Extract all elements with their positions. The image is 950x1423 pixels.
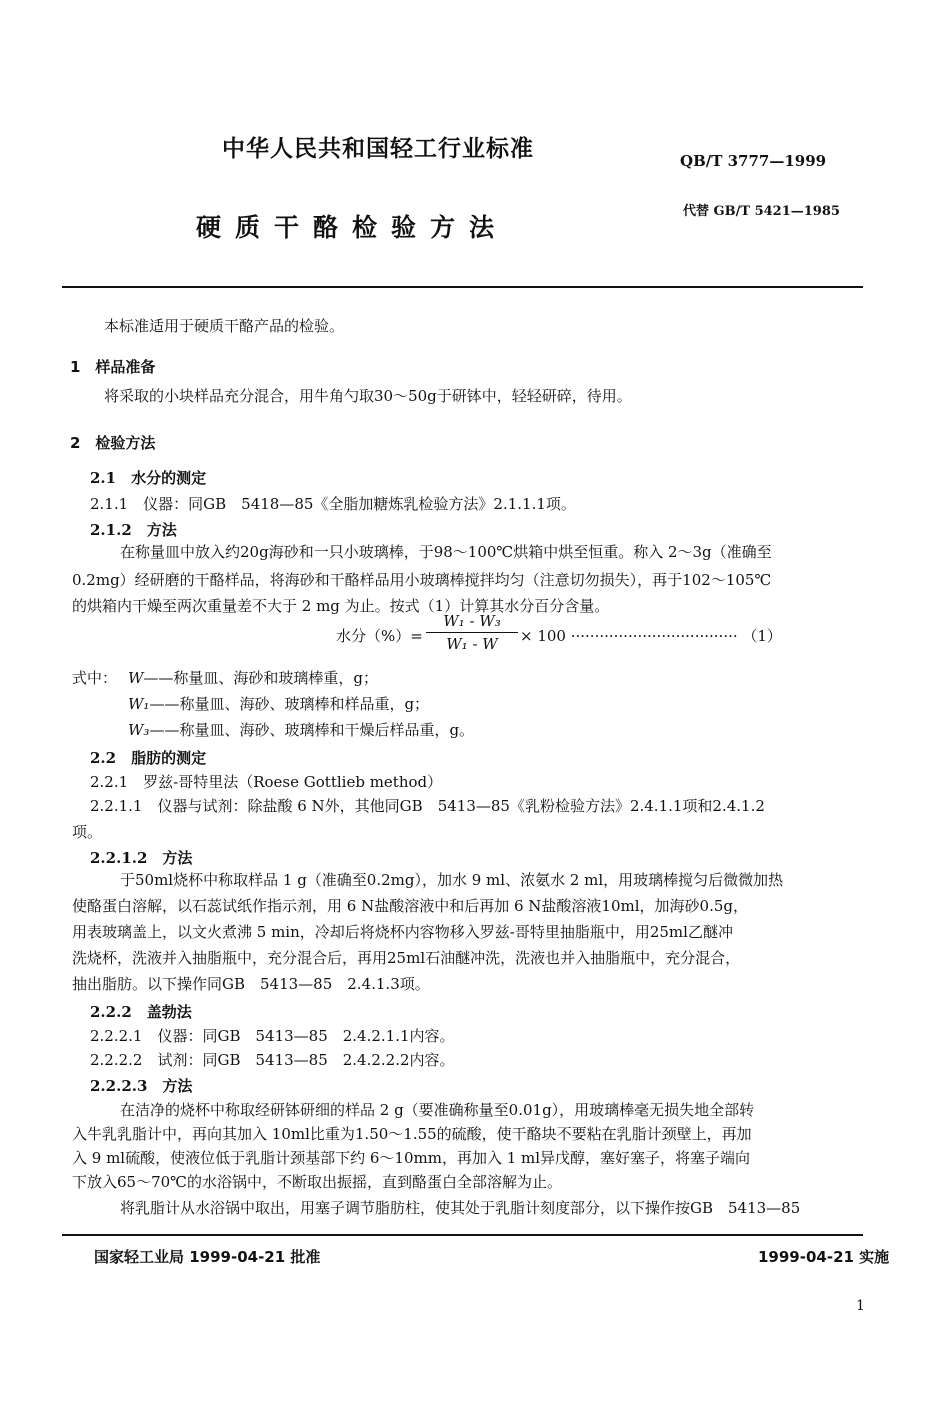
variable-row <box>128 668 378 688</box>
where-label: 式中： <box>72 669 118 687</box>
section-2-2-1-2-line: 于50ml烧杯中称取样品 1 g（准确至0.2mg），加水 9 ml、浓氨水 2 ml，用玻璃棒搅匀后微微加热 <box>120 871 784 889</box>
variable-desc: ——称量皿、海砂、玻璃棒和样品重，g； <box>149 695 430 713</box>
section-1-heading: 1 样品准备 <box>70 358 156 376</box>
section-2-2-1-2-line: 使酪蛋白溶解，以石蕊试纸作指示剂，用 6 N盐酸溶液中和后再加 6 N盐酸溶液10ml，加海砂0.5g， <box>72 897 748 915</box>
variable-symbol: W₁ <box>128 695 150 713</box>
issuing-org: 中华人民共和国轻工行业标准 <box>222 136 534 162</box>
section-2-2-1-2-heading: 2.2.1.2 方法 <box>90 849 193 867</box>
formula-numerator: W₁ - W₃ <box>426 612 518 633</box>
section-2-1-1: 2.1.1 仪器：同GB 5418—85《全脂加糖炼乳检验方法》2.1.1.1项。 <box>90 495 576 513</box>
section-2-heading: 2 检验方法 <box>70 434 156 452</box>
section-2-2-1-2-line: 用表玻璃盖上，以文火煮沸 5 min，冷却后将烧杯内容物移入罗兹-哥特里抽脂瓶中，用25ml乙醚冲 <box>72 923 733 941</box>
document-title: 硬质干酪检验方法 <box>196 213 509 242</box>
section-2-2-2-1: 2.2.2.1 仪器：同GB 5413—85 2.4.2.1.1内容。 <box>90 1027 455 1045</box>
section-2-2-1-1-line: 2.2.1.1 仪器与试剂：除盐酸 6 N外，其他同GB 5413—85《乳粉检验方法》2.4.1.1项和2.4.1.2 <box>90 797 765 815</box>
section-2-2-heading: 2.2 脂肪的测定 <box>90 749 207 767</box>
variable-row <box>128 694 429 714</box>
section-2-1-2-heading: 2.1.2 方法 <box>90 521 177 539</box>
variable-symbol: W <box>128 669 144 687</box>
section-2-2-1-2-line: 洗烧杯，洗液并入抽脂瓶中，充分混合后，再用25ml石油醚冲洗，洗液也并入抽脂瓶中，充分混合， <box>72 949 741 967</box>
formula-denominator: W₁ - W <box>446 635 498 653</box>
section-2-2-2-heading: 2.2.2 盖勃法 <box>90 1003 192 1021</box>
replaces-code: 代替 GB/T 5421—1985 <box>683 204 840 219</box>
intro-text: 本标准适用于硬质干酪产品的检验。 <box>104 317 345 335</box>
formula-rhs: × 100 ··································· （1） <box>520 627 782 645</box>
formula-lhs: 水分（%）= <box>336 627 423 645</box>
section-2-1-2-line: 在称量皿中放入约20g海砂和一只小玻璃棒，于98～100℃烘箱中烘至恒重。称入 2～3g（准确至 <box>120 543 772 561</box>
page-number: 1 <box>856 1298 865 1314</box>
section-2-2-2-3-line: 下放入65～70℃的水浴锅中，不断取出振摇，直到酪蛋白全部溶解为止。 <box>72 1173 562 1191</box>
section-2-2-1: 2.2.1 罗兹-哥特里法（Roese Gottlieb method） <box>90 773 443 791</box>
section-2-2-2-2: 2.2.2.2 试剂：同GB 5413—85 2.4.2.2.2内容。 <box>90 1051 455 1069</box>
header-rule <box>62 286 863 288</box>
section-2-1-2-line: 的烘箱内干燥至两次重量差不大于 2 mg 为止。按式（1）计算其水分百分含量。 <box>72 597 610 615</box>
section-2-2-2-3-line: 在洁净的烧杯中称取经研钵研细的样品 2 g（要准确称量至0.01g），用玻璃棒毫无损失地全部转 <box>120 1101 755 1119</box>
standard-code: QB/T 3777—1999 <box>680 152 827 170</box>
variable-symbol: W₃ <box>128 721 150 739</box>
section-2-2-2-3-line: 入 9 ml硫酸，使液位低于乳脂计颈基部下约 6～10mm，再加入 1 ml异戊醇，塞好塞子，将塞子端向 <box>72 1149 751 1167</box>
formula-fraction <box>426 612 518 653</box>
section-2-2-2-3-line: 将乳脂计从水浴锅中取出，用塞子调节脂肪柱，使其处于乳脂计刻度部分，以下操作按GB 5413—85 <box>120 1199 801 1217</box>
variable-row <box>128 720 474 740</box>
approval-date: 国家轻工业局 1999-04-21 批准 <box>94 1248 321 1266</box>
footer-rule <box>62 1234 863 1236</box>
section-1-text: 将采取的小块样品充分混合，用牛角勺取30～50g于研钵中，轻轻研碎，待用。 <box>104 387 632 405</box>
section-2-1-2-line: 0.2mg）经研磨的干酪样品，将海砂和干酪样品用小玻璃棒搅拌均匀（注意切勿损失），再于102～105℃ <box>72 571 772 589</box>
section-2-1-heading: 2.1 水分的测定 <box>90 469 207 487</box>
variable-desc: ——称量皿、海砂、玻璃棒和干燥后样品重，g。 <box>149 721 475 739</box>
implement-date: 1999-04-21 实施 <box>758 1248 890 1266</box>
section-2-2-2-3-line: 入牛乳乳脂计中，再向其加入 10ml比重为1.50～1.55的硫酸，使干酪块不要粘在乳脂计颈壁上，再加 <box>72 1125 752 1143</box>
section-2-2-1-2-line: 抽出脂肪。以下操作同GB 5413—85 2.4.1.3项。 <box>72 975 430 993</box>
section-2-2-2-3-heading: 2.2.2.3 方法 <box>90 1077 193 1095</box>
section-2-2-1-1-line: 项。 <box>72 823 103 841</box>
variable-desc: ——称量皿、海砂和玻璃棒重，g； <box>143 669 379 687</box>
